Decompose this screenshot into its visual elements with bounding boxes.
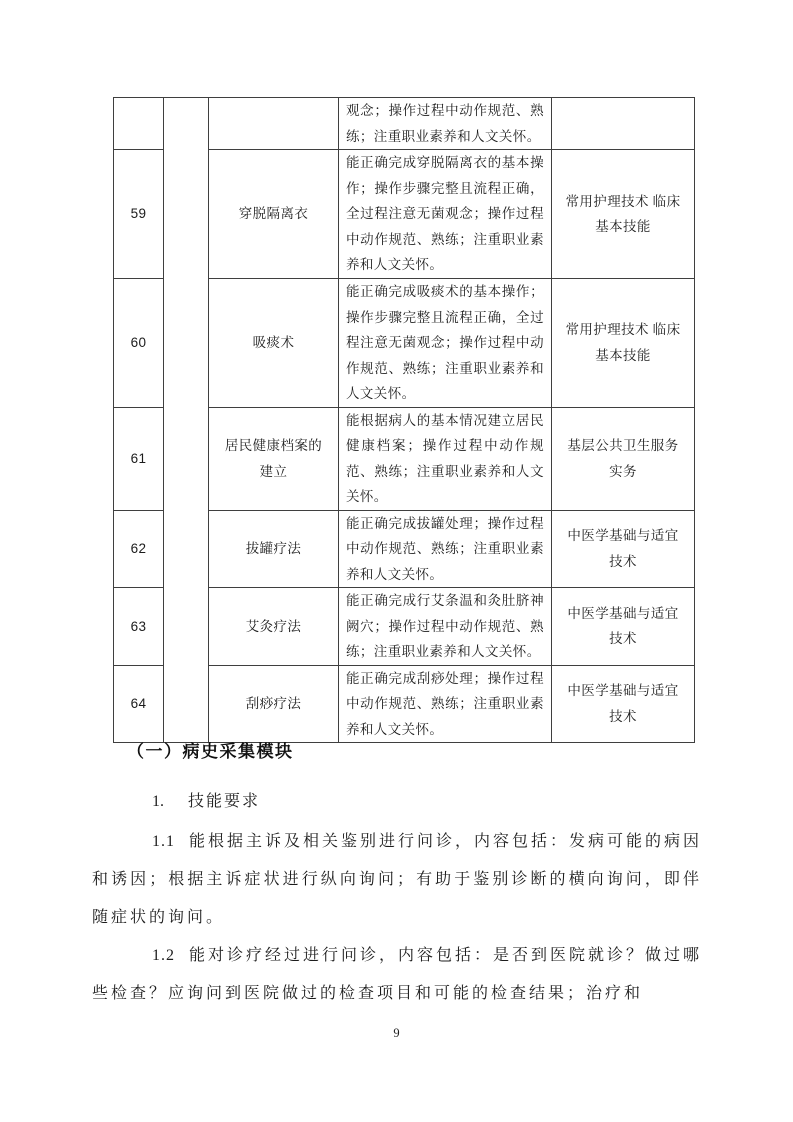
paragraph-1-2 <box>92 937 702 1013</box>
history-taking-section <box>92 738 702 1013</box>
section-heading: （一）病史采集模块 <box>127 742 294 761</box>
skill-name-cell: 穿脱隔离衣 <box>209 150 339 279</box>
skill-name-cell: 居民健康档案的建立 <box>209 407 339 510</box>
skill-name-cell: 艾灸疗法 <box>209 588 339 666</box>
skill-name-cell <box>209 98 339 150</box>
paragraph-text: 能对诊疗经过进行问诊，内容包括：是否到医院就诊？做过哪些检查？应询问到医院做过的检查项目和可能的检查结果；治疗和 <box>92 947 703 1002</box>
course-category-cell: 基层公共卫生服务实务 <box>552 407 695 510</box>
skill-name-cell: 吸痰术 <box>209 279 339 408</box>
row-number-cell: 64 <box>114 665 164 743</box>
skill-description-cell: 能正确完成穿脱隔离衣的基本操作；操作步骤完整且流程正确，全过程注意无菌观念；操作过程中动作规范、熟练；注重职业素养和人文关怀。 <box>339 150 552 279</box>
list-item-label: 技能要求 <box>188 793 261 810</box>
course-category-cell: 中医学基础与适宜技术 <box>552 510 695 588</box>
list-item-number: 1. <box>152 793 164 810</box>
skill-description-cell: 能根据病人的基本情况建立居民健康档案；操作过程中动作规范、熟练；注重职业素养和人文关怀。 <box>339 407 552 510</box>
row-number-cell: 63 <box>114 588 164 666</box>
skill-name-cell: 刮痧疗法 <box>209 665 339 743</box>
row-number-cell <box>114 98 164 150</box>
row-number-cell: 61 <box>114 407 164 510</box>
table-row-continuation <box>114 98 695 150</box>
paragraph-1-1 <box>92 823 702 937</box>
course-category-cell <box>552 98 695 150</box>
row-number-cell: 62 <box>114 510 164 588</box>
skill-description-cell: 能正确完成行艾条温和灸肚脐神阙穴；操作过程中动作规范、熟练；注重职业素养和人文关怀。 <box>339 588 552 666</box>
course-category-cell: 常用护理技术 临床基本技能 <box>552 279 695 408</box>
paragraph-text: 能根据主诉及相关鉴别进行问诊，内容包括：发病可能的病因和诱因；根据主诉症状进行纵向询问；有助于鉴别诊断的横向询问，即伴随症状的询问。 <box>92 833 703 926</box>
skill-description-cell: 能正确完成拔罐处理；操作过程中动作规范、熟练；注重职业素养和人文关怀。 <box>339 510 552 588</box>
skill-description-cell: 观念；操作过程中动作规范、熟练；注重职业素养和人文关怀。 <box>339 98 552 150</box>
course-category-cell: 中医学基础与适宜技术 <box>552 665 695 743</box>
skill-description-cell: 能正确完成刮痧处理；操作过程中动作规范、熟练；注重职业素养和人文关怀。 <box>339 665 552 743</box>
row-number-cell: 59 <box>114 150 164 279</box>
course-category-cell: 中医学基础与适宜技术 <box>552 588 695 666</box>
skill-description-cell: 能正确完成吸痰术的基本操作；操作步骤完整且流程正确，全过程注意无菌观念；操作过程中动作规范、熟练；注重职业素养和人文关怀。 <box>339 279 552 408</box>
skill-name-cell: 拔罐疗法 <box>209 510 339 588</box>
list-item-skill-requirements <box>152 783 702 821</box>
paragraph-number: 1.1 <box>152 833 175 850</box>
paragraph-number: 1.2 <box>152 947 175 964</box>
skills-table <box>113 97 695 743</box>
course-category-cell: 常用护理技术 临床基本技能 <box>552 150 695 279</box>
row-number-cell: 60 <box>114 279 164 408</box>
merged-empty-cell <box>164 98 209 743</box>
page-number: 9 <box>393 1026 400 1040</box>
